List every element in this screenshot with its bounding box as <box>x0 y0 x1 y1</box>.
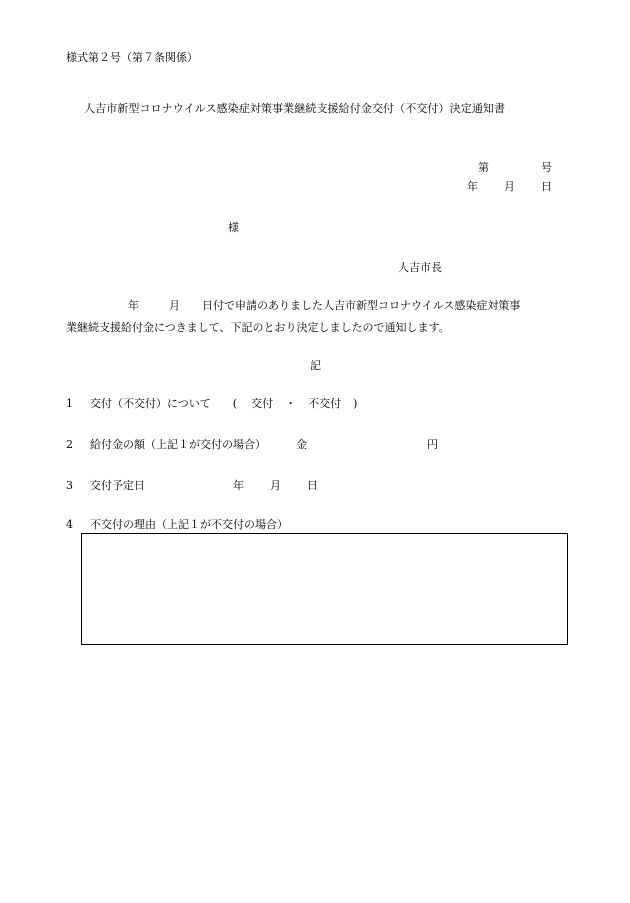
item-3-label: 交付予定日 <box>90 479 145 492</box>
sender-name: 人吉市長 <box>398 261 442 274</box>
doc-number-label: 第 <box>478 161 489 174</box>
item-3-month-label: 月 <box>270 479 281 492</box>
item-2 <box>66 439 438 450</box>
form-number: 様式第２号（第７条関係） <box>66 51 198 64</box>
item-1-option-nongrant[interactable]: 不交付 <box>308 397 342 410</box>
addressee-honorific: 様 <box>228 221 239 234</box>
item-3-year-label: 年 <box>233 479 244 492</box>
item-3-number: 3 <box>66 479 73 492</box>
body-text-1: 日付で申請のありました人吉市新型コロナウイルス感染症対策事 <box>202 299 521 312</box>
date-year-label: 年 <box>467 180 478 193</box>
reason-text-box[interactable] <box>81 533 568 645</box>
item-3 <box>66 480 318 491</box>
item-1-separator: ・ <box>285 397 297 410</box>
item-2-number: 2 <box>66 438 73 451</box>
date-day-label: 日 <box>541 180 552 193</box>
body-line-2: 業継続支援給付金につきまして、下記のとおり決定しましたので通知します。 <box>66 321 450 334</box>
doc-number-suffix: 号 <box>541 161 552 174</box>
item-1-label: 交付（不交付）について <box>90 397 211 410</box>
item-4-label: 不交付の理由（上記１が不交付の場合） <box>90 518 288 531</box>
body-year-label: 年 <box>128 299 139 312</box>
ki-heading: 記 <box>310 359 321 372</box>
item-3-day-label: 日 <box>307 479 318 492</box>
date-month-label: 月 <box>504 180 515 193</box>
item-1 <box>66 398 357 409</box>
item-2-label: 給付金の額（上記１が交付の場合） <box>90 438 266 451</box>
item-1-number: 1 <box>66 397 73 410</box>
item-1-open-paren: ( <box>232 397 238 410</box>
item-2-currency-suffix: 円 <box>427 438 438 451</box>
body-line-1 <box>66 300 520 311</box>
item-4-number: 4 <box>66 518 73 531</box>
item-2-currency-prefix: 金 <box>296 438 307 451</box>
item-1-option-grant[interactable]: 交付 <box>251 397 274 410</box>
item-4 <box>66 519 288 530</box>
item-1-close-paren: ) <box>353 397 358 410</box>
document-title: 人吉市新型コロナウイルス感染症対策事業継続支援給付金交付（不交付）決定通知書 <box>84 102 506 115</box>
body-month-label: 月 <box>169 299 180 312</box>
